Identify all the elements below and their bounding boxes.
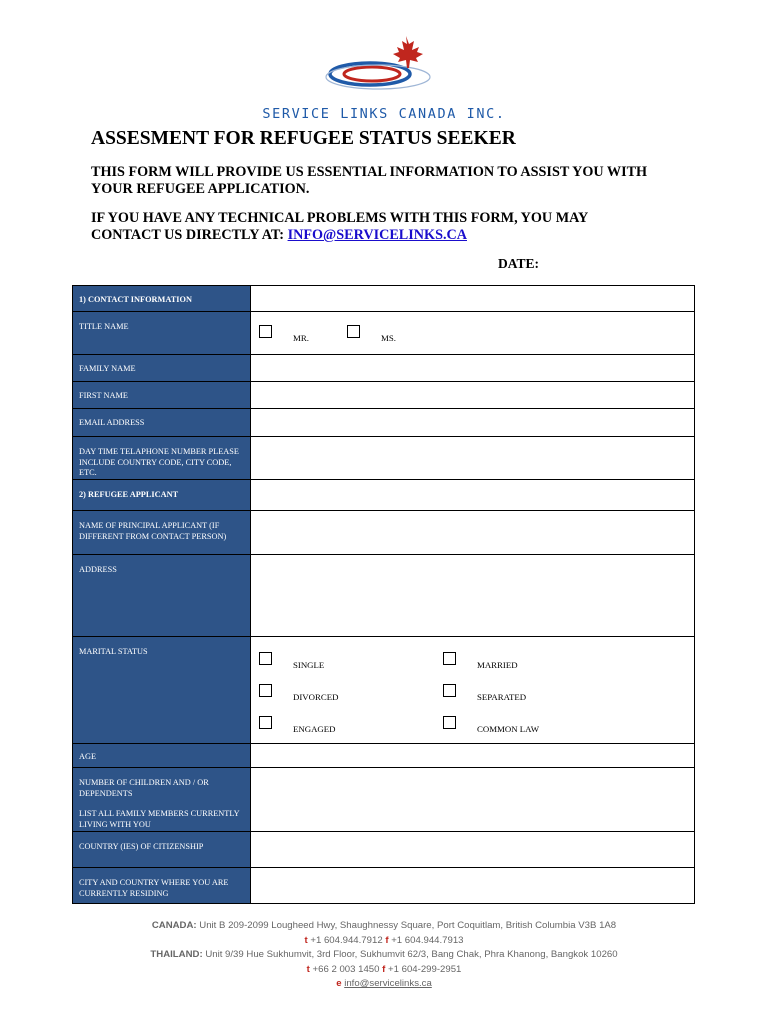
family-name-label: FAMILY NAME <box>79 364 136 373</box>
residence-label: CITY AND COUNTRY WHERE YOU ARE CURRENTLY RESIDING <box>79 878 229 898</box>
marital-married-checkbox[interactable] <box>443 652 456 665</box>
marital-single-checkbox[interactable] <box>259 652 272 665</box>
address-label: ADDRESS <box>79 565 117 574</box>
footer-thailand-f-key: f <box>382 963 386 975</box>
footer-email-key: e <box>336 978 342 989</box>
section-contact-heading: 1) CONTACT INFORMATION <box>79 295 192 304</box>
row-family-name <box>73 355 694 382</box>
company-name: SERVICE LINKS CANADA INC. <box>262 106 506 122</box>
section-applicant-heading: 2) REFUGEE APPLICANT <box>79 490 179 499</box>
age-label: AGE <box>79 752 97 761</box>
age-field[interactable] <box>252 744 694 767</box>
label-cell <box>73 832 251 867</box>
citizenship-field[interactable] <box>252 832 694 867</box>
footer-thailand-key: THAILAND: <box>150 949 203 960</box>
maple-leaf-swoosh-icon <box>322 32 442 92</box>
marital-married-label: MARRIED <box>477 660 518 670</box>
footer-canada-f-key: f <box>385 934 389 946</box>
principal-applicant-field[interactable] <box>252 511 694 554</box>
footer-thailand-line <box>0 948 768 963</box>
marital-status-options <box>252 637 694 743</box>
title-mr-checkbox[interactable] <box>259 325 272 338</box>
row-first-name <box>73 382 694 409</box>
phone-label: DAY TIME TELAPHONE NUMBER PLEASE INCLUDE COUNTRY CODE, CITY CODE, ETC. <box>79 447 239 478</box>
footer-thailand-address: Unit 9/39 Hue Sukhumvit, 3rd Floor, Sukhumvit 62/3, Bang Chak, Phra Khanong, Bangkok 10260 <box>205 949 618 960</box>
row-section-contact <box>73 286 694 312</box>
family-name-field[interactable] <box>252 355 694 381</box>
footer-thailand-contact <box>0 963 768 978</box>
intro-line-1: THIS FORM WILL PROVIDE US ESSENTIAL INFORMATION TO ASSIST YOU WITH <box>91 164 648 180</box>
children-label: NUMBER OF CHILDREN AND / OR DEPENDENTS <box>79 778 209 798</box>
contact-paragraph <box>91 210 588 244</box>
title-ms-checkbox[interactable] <box>347 325 360 338</box>
section-applicant-value <box>252 480 694 510</box>
intro-line-3: IF YOU HAVE ANY TECHNICAL PROBLEMS WITH THIS FORM, YOU MAY <box>91 210 589 226</box>
label-cell <box>73 868 251 903</box>
footer-canada-contact <box>0 934 768 949</box>
footer-canada-t-key: t <box>304 934 308 946</box>
marital-engaged-checkbox[interactable] <box>259 716 272 729</box>
family-members-label: LIST ALL FAMILY MEMBERS CURRENTLY LIVING WITH YOU <box>79 809 240 829</box>
footer-canada-fax: +1 604.944.7913 <box>391 934 464 946</box>
marital-status-label: MARITAL STATUS <box>79 647 148 656</box>
children-family-field[interactable] <box>252 768 694 831</box>
label-cell <box>73 382 251 408</box>
row-principal-applicant <box>73 511 694 555</box>
label-cell <box>73 480 251 510</box>
phone-field[interactable] <box>252 437 694 479</box>
marital-engaged-label: ENGAGED <box>293 724 336 734</box>
label-cell <box>73 286 251 311</box>
footer <box>0 919 768 992</box>
label-cell <box>73 409 251 436</box>
title-mr-label: MR. <box>293 333 309 343</box>
row-citizenship <box>73 832 694 868</box>
marital-divorced-checkbox[interactable] <box>259 684 272 697</box>
row-title-name <box>73 312 694 355</box>
row-address <box>73 555 694 637</box>
marital-separated-label: SEPARATED <box>477 692 527 702</box>
label-cell <box>73 511 251 554</box>
marital-common-law-label: COMMON LAW <box>477 724 540 734</box>
footer-thailand-t-key: t <box>306 963 310 975</box>
principal-applicant-label: NAME OF PRINCIPAL APPLICANT (IF DIFFERENT FROM CONTACT PERSON) <box>79 521 227 541</box>
marital-common-law-checkbox[interactable] <box>443 716 456 729</box>
section-contact-value <box>252 286 694 311</box>
row-age <box>73 744 694 768</box>
footer-canada-address: Unit B 209-2099 Lougheed Hwy, Shaughnessy Square, Port Coquitlam, British Columbia V3B 1A8 <box>199 920 617 931</box>
first-name-label: FIRST NAME <box>79 391 128 400</box>
citizenship-label: COUNTRY (IES) OF CITIZENSHIP <box>79 842 204 851</box>
marital-separated-checkbox[interactable] <box>443 684 456 697</box>
label-cell <box>73 555 251 636</box>
row-children-family <box>73 768 694 832</box>
assessment-form <box>72 285 695 904</box>
row-marital-status <box>73 637 694 744</box>
footer-thailand-fax: +1 604-299-2951 <box>388 963 462 975</box>
label-cell <box>73 312 251 354</box>
marital-divorced-label: DIVORCED <box>293 692 339 702</box>
contact-email-link[interactable]: INFO@SERVICELINKS.CA <box>287 227 467 243</box>
footer-email-link[interactable]: info@servicelinks.ca <box>344 978 432 989</box>
residence-field[interactable] <box>252 868 694 903</box>
date-label: DATE: <box>498 256 540 271</box>
label-cell <box>73 768 251 831</box>
footer-email-line <box>0 977 768 992</box>
row-email-address <box>73 409 694 437</box>
intro-line-4 <box>91 227 588 244</box>
row-phone <box>73 437 694 480</box>
footer-thailand-phone: +66 2 003 1450 <box>312 963 380 975</box>
label-cell <box>73 355 251 381</box>
title-name-label: TITLE NAME <box>79 322 129 331</box>
first-name-field[interactable] <box>252 382 694 408</box>
label-cell <box>73 637 251 743</box>
label-cell <box>73 744 251 767</box>
email-address-field[interactable] <box>252 409 694 436</box>
intro-paragraph <box>91 164 647 198</box>
footer-canada-line <box>0 919 768 934</box>
intro-line-2: YOUR REFUGEE APPLICATION. <box>91 181 310 197</box>
label-cell <box>73 437 251 479</box>
email-address-label: EMAIL ADDRESS <box>79 418 145 427</box>
marital-single-label: SINGLE <box>293 660 325 670</box>
row-residence <box>73 868 694 903</box>
row-section-applicant <box>73 480 694 511</box>
title-name-options <box>252 312 694 354</box>
form-title: ASSESMENT FOR REFUGEE STATUS SEEKER <box>91 128 516 149</box>
title-ms-label: MS. <box>381 333 396 343</box>
footer-canada-key: CANADA: <box>151 920 197 931</box>
contact-prefix: CONTACT US DIRECTLY AT: <box>91 227 285 243</box>
footer-canada-phone: +1 604.944.7912 <box>310 934 383 946</box>
address-field[interactable] <box>252 555 694 636</box>
